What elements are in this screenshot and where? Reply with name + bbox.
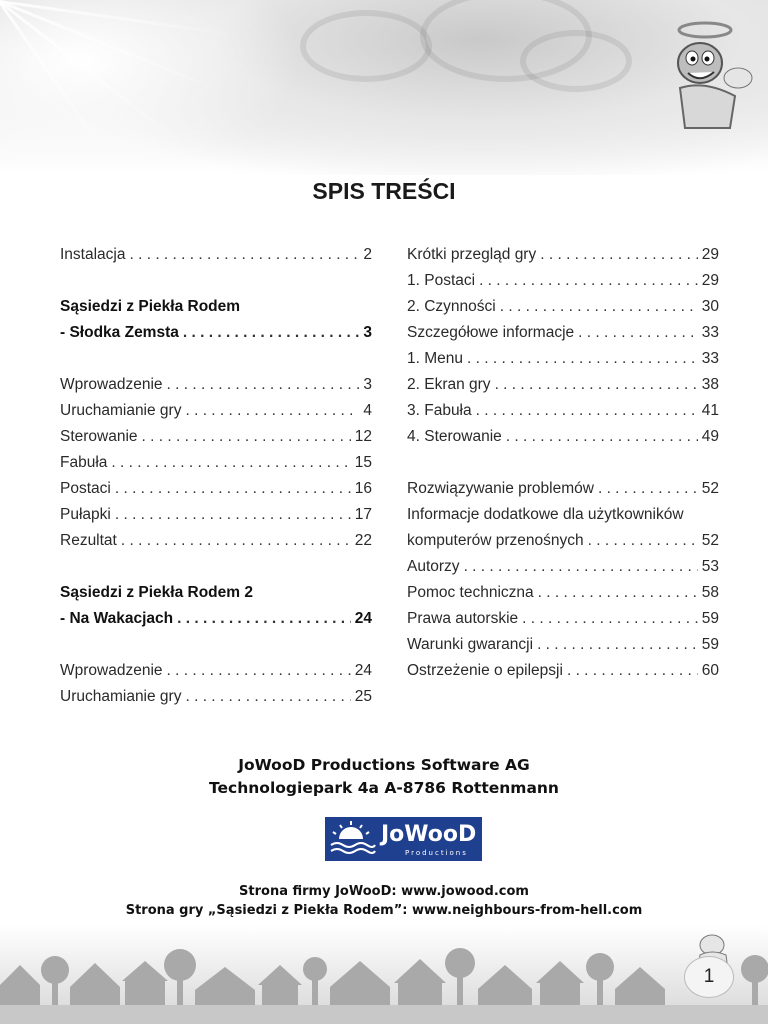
dot-leader [121, 528, 351, 554]
toc-entry [407, 580, 719, 606]
toc-page-number: 24 [354, 610, 372, 627]
dot-leader [167, 658, 351, 684]
toc-entry-title: Uruchamianie gry [60, 402, 182, 419]
dot-leader [540, 242, 698, 268]
company-info [0, 754, 768, 800]
toc-page-number: 17 [354, 506, 372, 523]
toc-page-number: 33 [701, 350, 719, 367]
toc-spacer [60, 346, 372, 372]
toc-entry-title: Rozwiązywanie problemów [407, 480, 594, 497]
swirl-decoration [520, 30, 632, 92]
toc-entry [407, 398, 719, 424]
toc-page-number: 29 [701, 246, 719, 263]
dot-leader [167, 372, 360, 398]
toc-section-heading: Sąsiedzi z Piekła Rodem [60, 298, 241, 315]
dot-leader [129, 242, 359, 268]
toc-entry [60, 684, 372, 710]
toc-section-heading: Sąsiedzi z Piekła Rodem 2 [60, 584, 253, 601]
toc-entry-title: Warunki gwarancji [407, 636, 534, 653]
logo-wordmark: JoWooD [381, 822, 477, 847]
village-skyline-illustration [0, 925, 768, 1024]
toc-entry-title: Szczegółowe informacje [407, 324, 575, 341]
toc-entry [407, 554, 719, 580]
toc-entry-title: - Słodka Zemsta [60, 324, 179, 341]
dot-leader [538, 580, 698, 606]
toc-entry-title: Sterowanie [60, 428, 138, 445]
toc-entry [60, 398, 372, 424]
angel-character-illustration [650, 18, 760, 138]
toc-page-number: 52 [701, 480, 719, 497]
dot-leader [567, 658, 698, 684]
toc-page-number: 29 [701, 272, 719, 289]
dot-leader [500, 294, 698, 320]
toc-entry [60, 476, 372, 502]
toc-entry [407, 242, 719, 268]
company-name: JoWooD Productions Software AG [238, 756, 530, 774]
toc-entry-title: 2. Ekran gry [407, 376, 491, 393]
toc-entry [407, 528, 719, 554]
dot-leader [522, 606, 698, 632]
dot-leader [115, 502, 351, 528]
toc-entry-title: Krótki przegląd gry [407, 246, 537, 263]
toc-page-number: 49 [701, 428, 719, 445]
dot-leader [464, 554, 698, 580]
toc-entry-title: Ostrzeżenie o epilepsji [407, 662, 563, 679]
toc-page-number: 52 [701, 532, 719, 549]
toc-entry-title: Wprowadzenie [60, 376, 163, 393]
toc-entry-title: Fabuła [60, 454, 108, 471]
dot-leader [588, 528, 698, 554]
toc-page-number: 4 [363, 402, 372, 419]
toc-spacer [407, 450, 719, 476]
toc-entry-title: 2. Czynności [407, 298, 496, 315]
company-website: Strona firmy JoWooD: www.jowood.com [239, 884, 529, 899]
website-links [0, 882, 768, 920]
toc-entry-title: Pułapki [60, 506, 111, 523]
toc-page-number: 3 [363, 324, 372, 341]
toc-page-number: 12 [354, 428, 372, 445]
dot-leader [479, 268, 698, 294]
page-number: 1 [684, 956, 734, 998]
toc-page-number: 24 [354, 662, 372, 679]
toc-entry-title: Pomoc techniczna [407, 584, 534, 601]
toc-entry [407, 476, 719, 502]
toc-left-column [60, 242, 372, 710]
toc-entry-title: komputerów przenośnych [407, 532, 584, 549]
sun-wave-icon [325, 817, 377, 861]
jowood-logo [325, 817, 482, 861]
toc-page-number: 60 [701, 662, 719, 679]
toc-entry-title: Wprowadzenie [60, 662, 163, 679]
toc-page-number: 58 [701, 584, 719, 601]
toc-entry [60, 528, 372, 554]
toc-page-number: 59 [701, 610, 719, 627]
toc-page-number: 33 [701, 324, 719, 341]
toc-page-number: 16 [354, 480, 372, 497]
toc-entry [60, 606, 372, 632]
dot-leader [111, 450, 350, 476]
dot-leader [476, 398, 698, 424]
dot-leader [467, 346, 698, 372]
toc-entry [60, 450, 372, 476]
toc-page-number: 41 [701, 402, 719, 419]
toc-entry [407, 372, 719, 398]
page-title: SPIS TREŚCI [312, 178, 456, 204]
dot-leader [506, 424, 698, 450]
toc-entry-title: 1. Postaci [407, 272, 476, 289]
toc-entry-title: 3. Fabuła [407, 402, 472, 419]
toc-entry-title: Prawa autorskie [407, 610, 519, 627]
dot-leader [183, 320, 360, 346]
toc-right-column [407, 242, 719, 684]
toc-page-number: 25 [354, 688, 372, 705]
dot-leader [598, 476, 698, 502]
toc-entry [60, 242, 372, 268]
toc-entry [60, 424, 372, 450]
toc-entry [407, 320, 719, 346]
toc-entry-title: 4. Sterowanie [407, 428, 502, 445]
toc-page-number: 22 [354, 532, 372, 549]
toc-page-number: 2 [363, 246, 372, 263]
dot-leader [495, 372, 698, 398]
toc-spacer [60, 268, 372, 294]
toc-entry-title: Postaci [60, 480, 111, 497]
toc-entry [407, 346, 719, 372]
toc-page-number: 59 [701, 636, 719, 653]
toc-entry [407, 632, 719, 658]
toc-entry-title: Autorzy [407, 558, 460, 575]
toc-entry-title: Uruchamianie gry [60, 688, 182, 705]
toc-entry-title: Rezultat [60, 532, 117, 549]
toc-spacer [60, 632, 372, 658]
toc-entry [407, 294, 719, 320]
game-website: Strona gry „Sąsiedzi z Piekła Rodem”: www.neighbours-from-hell.com [125, 903, 643, 918]
toc-entry [60, 502, 372, 528]
light-ray [0, 0, 223, 93]
dot-leader [578, 320, 698, 346]
swirl-decoration [300, 10, 432, 82]
logo-subtext: Productions [405, 849, 468, 857]
dot-leader [185, 684, 350, 710]
toc-entry [407, 606, 719, 632]
toc-entry-title: - Na Wakacjach [60, 610, 174, 627]
dot-leader [115, 476, 351, 502]
toc-entry [407, 658, 719, 684]
toc-entry [60, 372, 372, 398]
dot-leader [142, 424, 351, 450]
toc-entry [60, 658, 372, 684]
toc-entry-title: 1. Menu [407, 350, 464, 367]
toc-page-number: 15 [354, 454, 372, 471]
company-address: Technologiepark 4a A-8786 Rottenmann [209, 779, 559, 797]
toc-entry-label: Informacje dodatkowe dla użytkowników [407, 506, 684, 523]
toc-page-number: 3 [363, 376, 372, 393]
toc-entry [60, 320, 372, 346]
toc-entry [407, 268, 719, 294]
dot-leader [185, 398, 359, 424]
dot-leader [537, 632, 698, 658]
toc-page-number: 53 [701, 558, 719, 575]
toc-page-number: 38 [701, 376, 719, 393]
toc-entry-title: Instalacja [60, 246, 126, 263]
toc-spacer [60, 554, 372, 580]
toc-page-number: 30 [701, 298, 719, 315]
toc-entry [407, 424, 719, 450]
dot-leader [177, 606, 351, 632]
